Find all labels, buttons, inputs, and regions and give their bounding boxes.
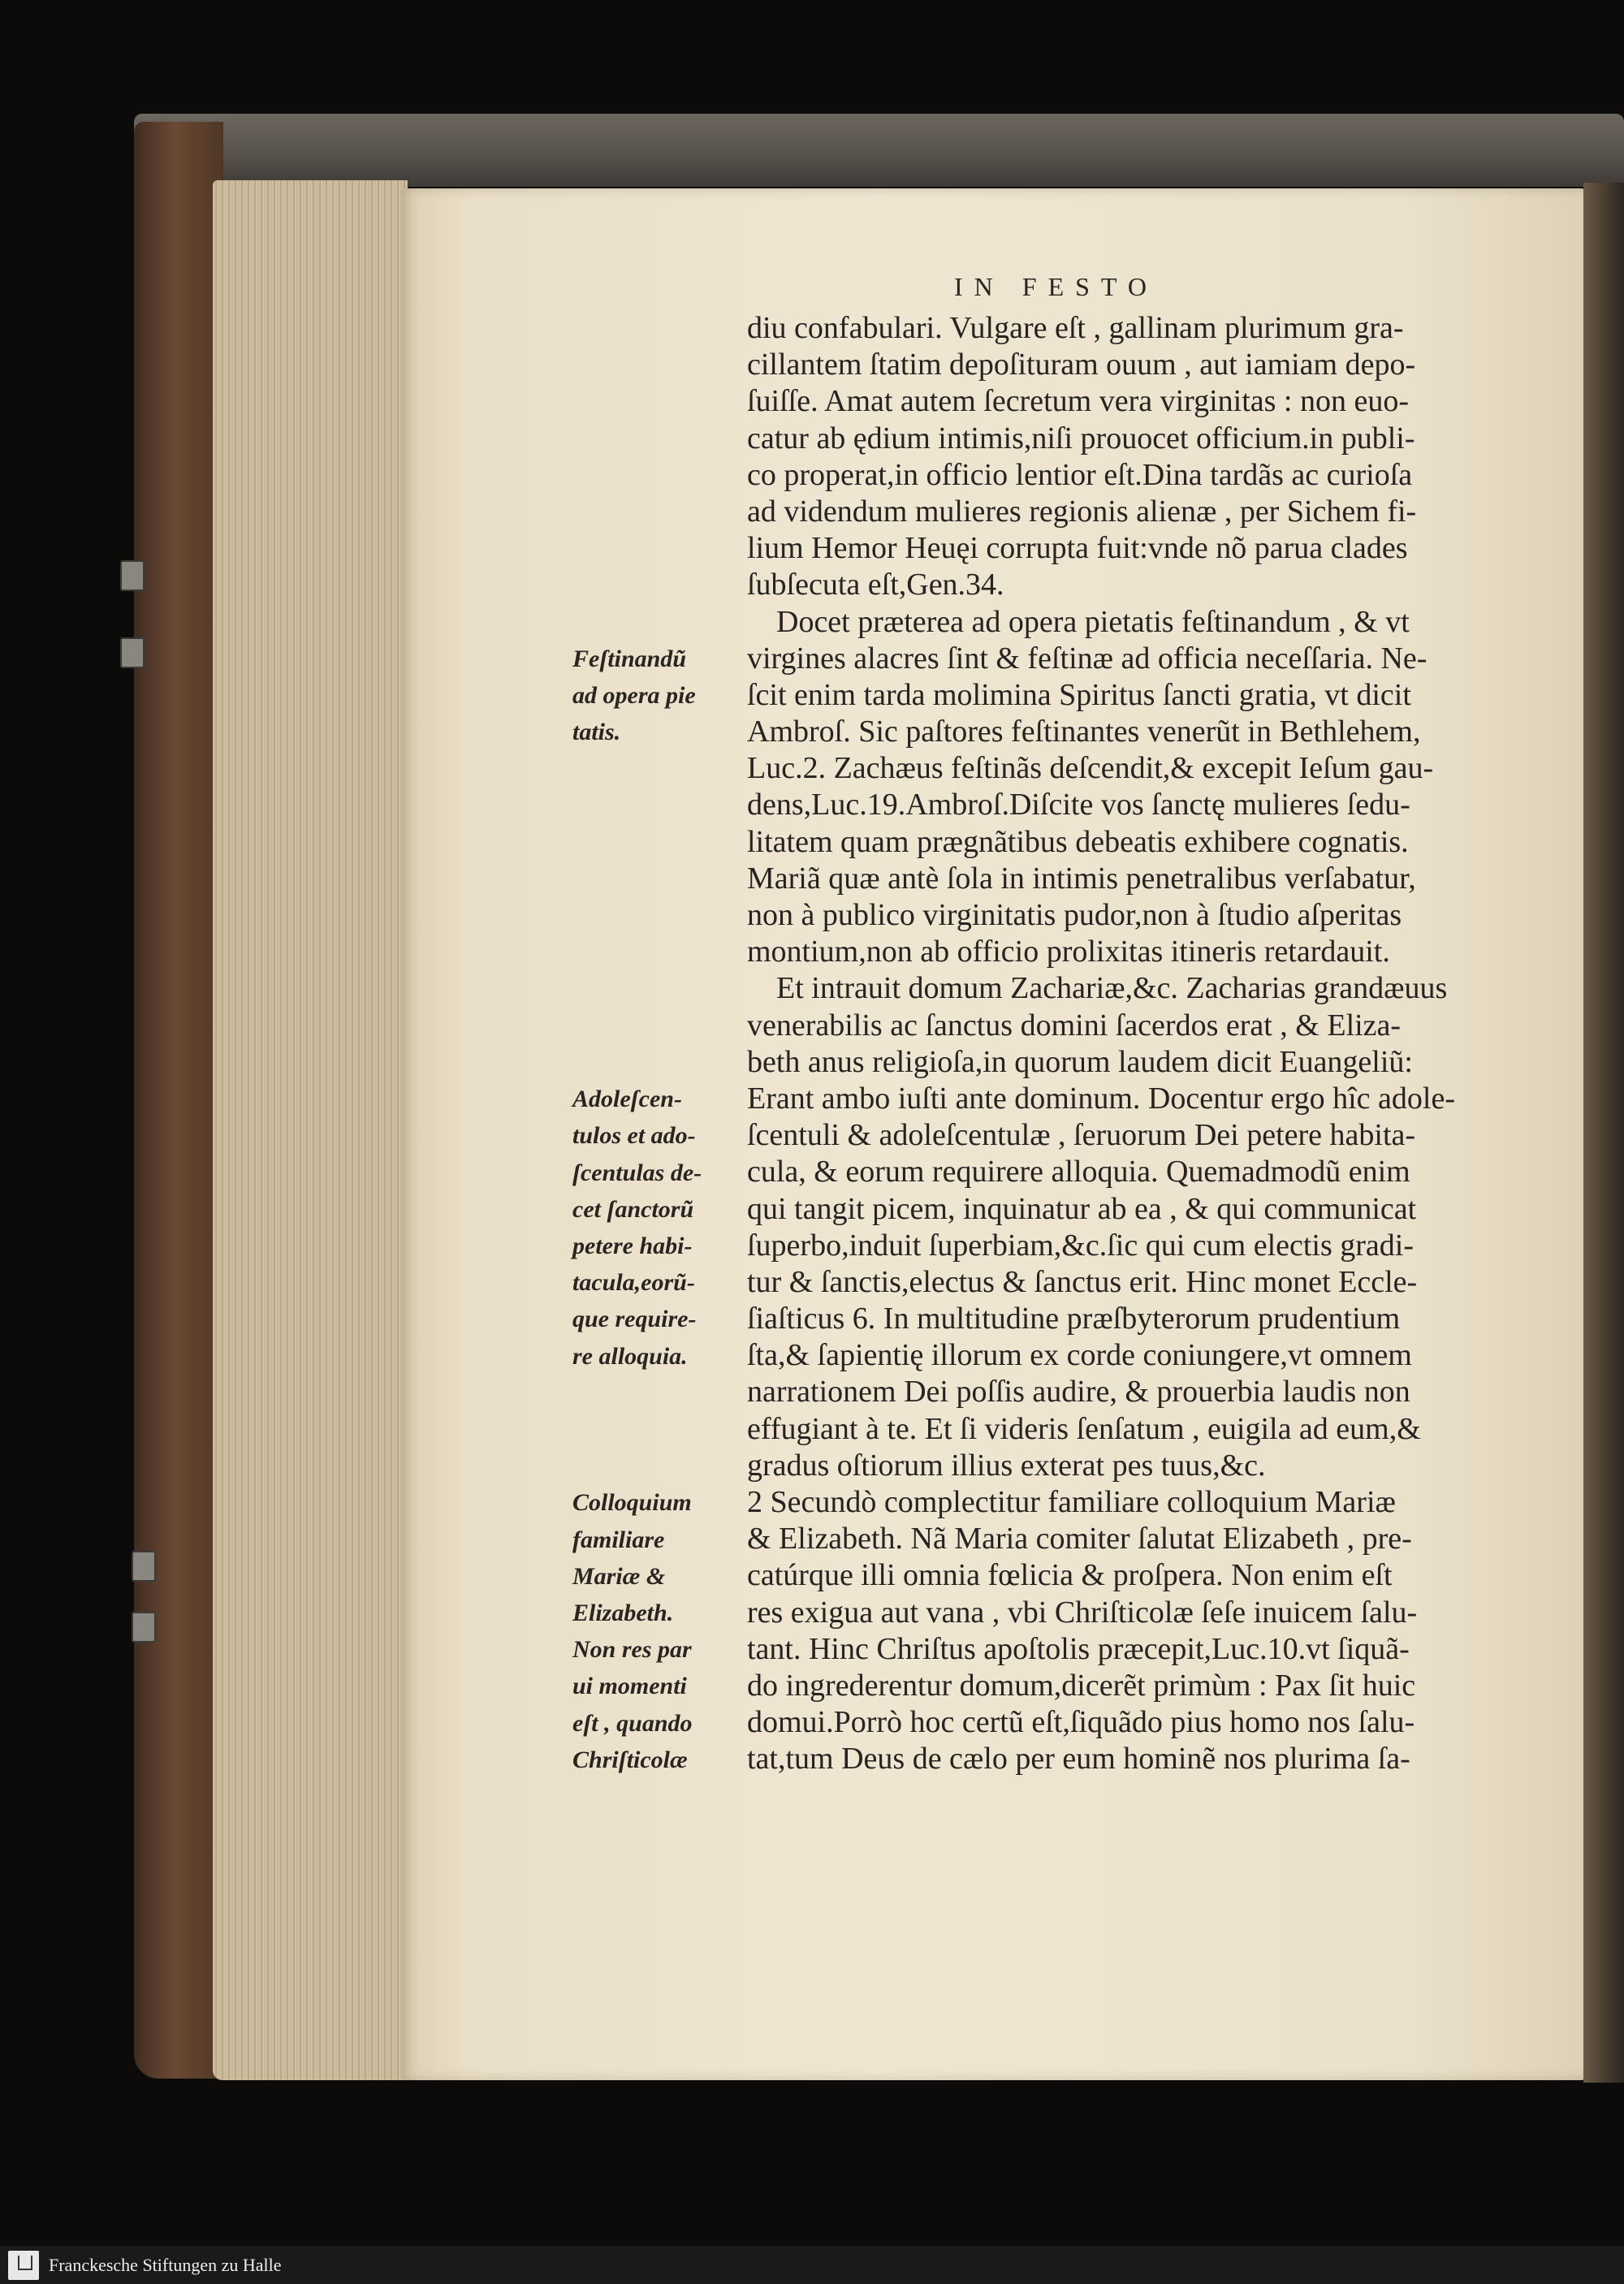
text-line: ſta,& ſapientię illorum ex corde coniungere,vt omnem [747, 1338, 1412, 1373]
book-spine-board [134, 122, 223, 2079]
book-cover-top [134, 114, 1624, 187]
text-line: beth anus religioſa,in quorum laudem dicit Euangeliũ: [747, 1044, 1413, 1079]
text-line: ſuiſſe. Amat autem ſecretum vera virginitas : non euo- [747, 384, 1410, 419]
marginal-note-line: familiare [572, 1526, 665, 1553]
marginal-note-line: Non res par [572, 1636, 692, 1664]
marginal-note-line: Adoleſcen- [572, 1086, 682, 1113]
marginal-note-line: Mariæ & [572, 1562, 666, 1590]
text-line: diu confabulari. Vulgare eſt , gallinam plurimum gra- [747, 311, 1404, 345]
text-line: narrationem Dei poſſis audire, & prouerbia laudis non [747, 1375, 1410, 1410]
marginal-note [572, 641, 743, 751]
running-title: IN FESTO [954, 272, 1158, 301]
text-line: non à publico virginitatis pudor,non à ſtudio aſperitas [747, 898, 1402, 932]
body-text [747, 310, 1518, 1778]
text-line: Erant ambo iuſti ante dominum. Docentur ergo hîc adole- [747, 1081, 1455, 1116]
text-line: lium Hemor Heuęi corrupta fuit:vnde nõ parua clades [747, 531, 1408, 566]
clasp-upper [120, 560, 145, 591]
text-line: montium,non ab officio prolixitas itineris retardauit. [747, 935, 1390, 969]
text-line: ſiaſticus 6. In multitudine præſbyterorum prudentium [747, 1302, 1401, 1336]
marginal-note-line: que require- [572, 1306, 697, 1333]
text-line: res exigua aut vana , vbi Chriſticolæ ſeſe inuicem ſalu- [747, 1595, 1418, 1630]
text-line: cillantem ſtatim depoſituram ouum , aut iamiam depo- [747, 348, 1416, 382]
text-line: domui.Porrò hoc certũ eſt,ſiquãdo pius homo nos ſalu- [747, 1705, 1415, 1740]
text-line: gradus oſtiorum illius exterat pes tuus,&c. [747, 1448, 1266, 1483]
text-line: & Elizabeth. Nã Maria comiter ſalutat Elizabeth , pre- [747, 1522, 1412, 1556]
text-line: effugiant à te. Et ſi videris ſenſatum , euigila ad eum,& [747, 1411, 1421, 1446]
text-line: tant. Hinc Chriſtus apoſtolis præcepit,Luc.10.vt ſiquã- [747, 1631, 1410, 1666]
footer-institution: Franckesche Stiftungen zu Halle [49, 2255, 282, 2275]
text-line: catur ab ędium intimis,niſi prouocet officium.in publi- [747, 421, 1415, 456]
page-edges [213, 180, 408, 2080]
text-line: ſubſecuta eſt,Gen.34. [747, 568, 1004, 602]
marginal-note-line: tulos et ado- [572, 1122, 696, 1150]
marginal-note-line: eſt , quando [572, 1709, 693, 1737]
text-line: co properat,in officio lentior eſt.Dina tardãs ac curioſa [747, 457, 1413, 492]
institution-logo-icon [8, 2251, 39, 2280]
text-line: tur & ſanctis,electus & ſanctus erit. Hinc monet Eccle- [747, 1264, 1418, 1299]
text-line: do ingrederentur domum,dicerẽt primùm : Pax ſit huic [747, 1668, 1416, 1703]
text-line: Luc.2. Zachæus feſtinãs deſcendit,& excepit Ieſum gau- [747, 751, 1434, 786]
text-line: ſuperbo,induit ſuperbiam,&c.ſic qui cum electis gradi- [747, 1228, 1414, 1263]
marginal-note-line: petere habi- [572, 1232, 693, 1259]
text-line: dens,Luc.19.Ambroſ.Diſcite vos ſanctę mulieres ſedu- [747, 788, 1410, 822]
page-gutter [1583, 183, 1624, 2083]
marginal-note [572, 1484, 743, 1778]
text-line: venerabilis ac ſanctus domini ſacerdos erat , & Eliza- [747, 1008, 1402, 1043]
text-line: catúrque illi omnia fœlicia & proſpera. Non enim eſt [747, 1558, 1393, 1593]
marginal-note [572, 1081, 743, 1375]
marginal-note-line: ſcentulas de- [572, 1159, 702, 1186]
text-line: Mariã quæ antè ſola in intimis penetralibus verſabatur, [747, 861, 1416, 896]
marginal-note-line: Colloquium [572, 1489, 692, 1517]
text-line: litatem quam prægnãtibus debeatis exhibere cognatis. [747, 824, 1409, 859]
marginal-note-line: ad opera pie [572, 681, 696, 709]
marginal-note-line: Chriſticolæ [572, 1746, 688, 1773]
text-line: virgines alacres ſint & feſtinæ ad officia neceſſaria. Ne- [747, 641, 1427, 676]
marginal-note-line: ui momenti [572, 1673, 687, 1700]
clasp-lower [132, 1551, 156, 1582]
text-line: ſcentuli & adoleſcentulæ , ſeruorum Dei petere habita- [747, 1118, 1416, 1153]
text-line: 2 Secundò complectitur familiare colloquium Mariæ [747, 1485, 1396, 1519]
marginal-note-line: re alloquia. [572, 1342, 688, 1370]
text-line: ſcit enim tarda molimina Spiritus ſancti gratia, vt dicit [747, 677, 1411, 712]
text-line: Docet præterea ad opera pietatis feſtinandum , & vt [776, 604, 1410, 639]
marginal-note-line: tacula,eorũ- [572, 1269, 695, 1297]
text-line: Ambroſ. Sic paſtores feſtinantes venerũt in Bethlehem, [747, 715, 1421, 749]
clasp-lower-2 [132, 1612, 156, 1643]
text-line: tat,tum Deus de cælo per eum hominẽ nos plurima ſa- [747, 1742, 1410, 1777]
marginal-note-line: Feſtinandũ [572, 645, 687, 672]
text-line: qui tangit picem, inquinatur ab ea , & qui communicat [747, 1191, 1417, 1226]
text-line: Et intrauit domum Zachariæ,&c. Zacharias grandæuus [776, 971, 1448, 1006]
marginal-note-line: cet ſanctorũ [572, 1195, 694, 1223]
text-line: cula, & eorum requirere alloquia. Quemadmodũ enim [747, 1155, 1410, 1189]
clasp-upper-2 [120, 637, 145, 668]
marginal-note-line: Elizabeth. [572, 1599, 674, 1626]
marginal-note-line: tatis. [572, 719, 621, 746]
text-line: ad videndum mulieres regionis alienæ , per Sichem fi- [747, 494, 1417, 529]
